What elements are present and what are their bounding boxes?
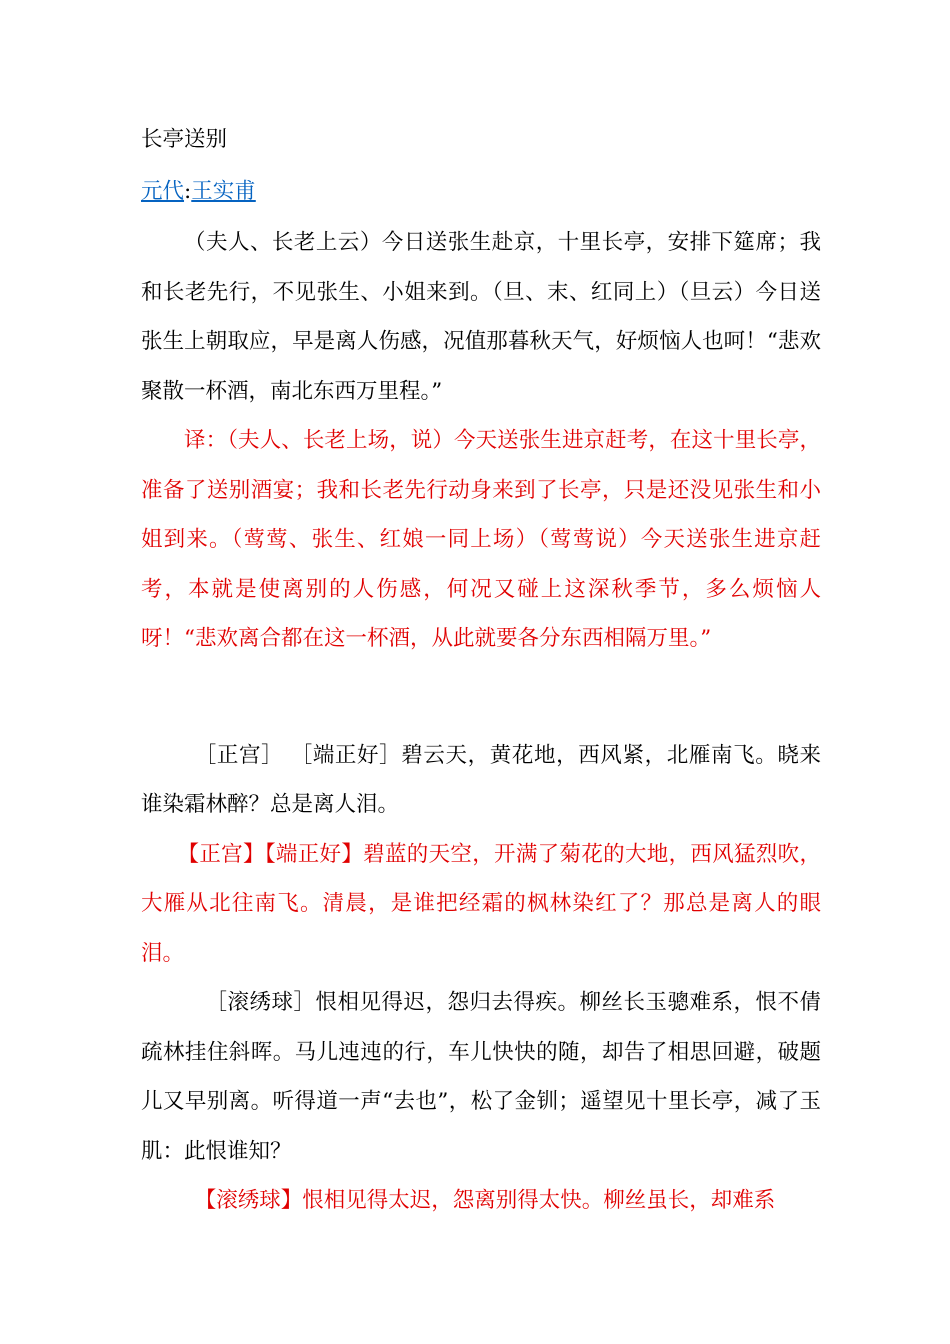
separator: : xyxy=(184,179,192,204)
translation-paragraph-3: 【滚绣球】恨相见得太迟，怨离别得太快。柳丝虽长，却难系 xyxy=(194,1188,776,1213)
original-paragraph-1: （夫人、长老上云）今日送张生赴京，十里长亭，安排下筵席；我和长老先行，不见张生、小姐来到。（旦、末、红同上）（旦云）今日送张生上朝取应，早是离人伤感，况值那暮秋天气，好烦恼人也呵！“悲欢聚散一杯酒，南北东西万里程。” xyxy=(141,230,821,404)
translation-paragraph-2: 【正宫】【端正好】碧蓝的天空，开满了菊花的大地，西风猛烈吹，大雁从北往南飞。清晨，是谁把经霜的枫林染红了？那总是离人的眼泪。 xyxy=(141,841,821,966)
original-paragraph-2: ［正宫］ ［端正好］碧云天，黄花地，西风紧，北雁南飞。晓来谁染霜林醉？总是离人泪。 xyxy=(141,742,821,817)
author-link[interactable]: 王实甫 xyxy=(191,179,256,204)
document-page xyxy=(141,122,821,1226)
dynasty-link[interactable]: 元代 xyxy=(141,179,185,204)
poem-title: 长亭送别 xyxy=(141,127,228,152)
original-paragraph-3: ［滚绣球］恨相见得迟，怨归去得疾。柳丝长玉骢难系，恨不倩疏林挂住斜晖。马儿迍迍的行，车儿快快的随，却告了相思回避，破题儿又早别离。听得道一声“去也”，松了金钏；遥望见十里长亭，减了玉肌：此恨谁知？ xyxy=(141,990,821,1164)
author-line xyxy=(141,174,821,210)
translation-paragraph-1: 译：（夫人、长老上场，说）今天送张生进京赶考，在这十里长亭，准备了送别酒宴；我和长老先行动身来到了长亭，只是还没见张生和小姐到来。（莺莺、张生、红娘一同上场）（莺莺说）今天送张生进京赶考，本就是使离别的人伤感，何况又碰上这深秋季节，多么烦恼人呀！“悲欢离合都在这一杯酒，从此就要各分东西相隔万里。” xyxy=(141,428,821,651)
